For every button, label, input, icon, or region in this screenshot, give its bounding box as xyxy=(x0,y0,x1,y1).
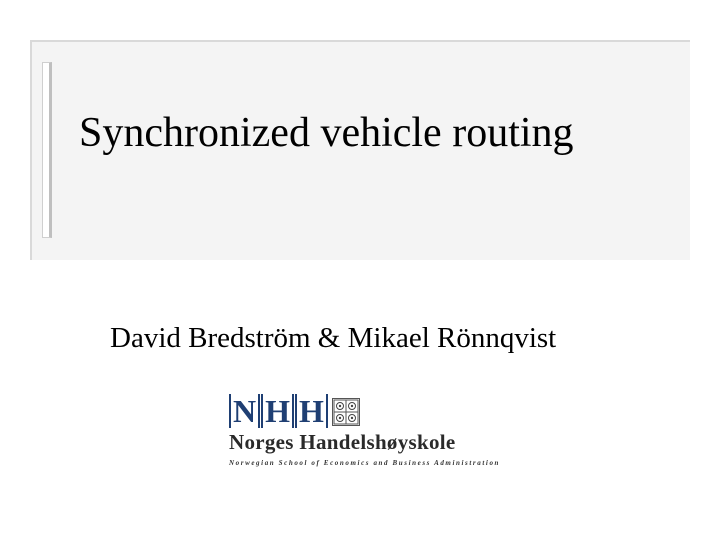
logo-subtitle: Norwegian School of Economics and Business Administration xyxy=(229,459,501,467)
nhh-logo xyxy=(229,394,509,472)
authors: David Bredström & Mikael Rönnqvist xyxy=(110,322,557,354)
logo-letters xyxy=(229,394,360,428)
logo-letter-h2: H xyxy=(295,394,328,428)
crest-icon xyxy=(332,398,360,426)
slide-title: Synchronized vehicle routing xyxy=(79,110,574,156)
logo-name: Norges Handelshøyskole xyxy=(229,430,456,454)
logo-letter-n: N xyxy=(229,394,260,428)
logo-letter-h1: H xyxy=(261,394,294,428)
title-accent-bar xyxy=(42,62,52,238)
